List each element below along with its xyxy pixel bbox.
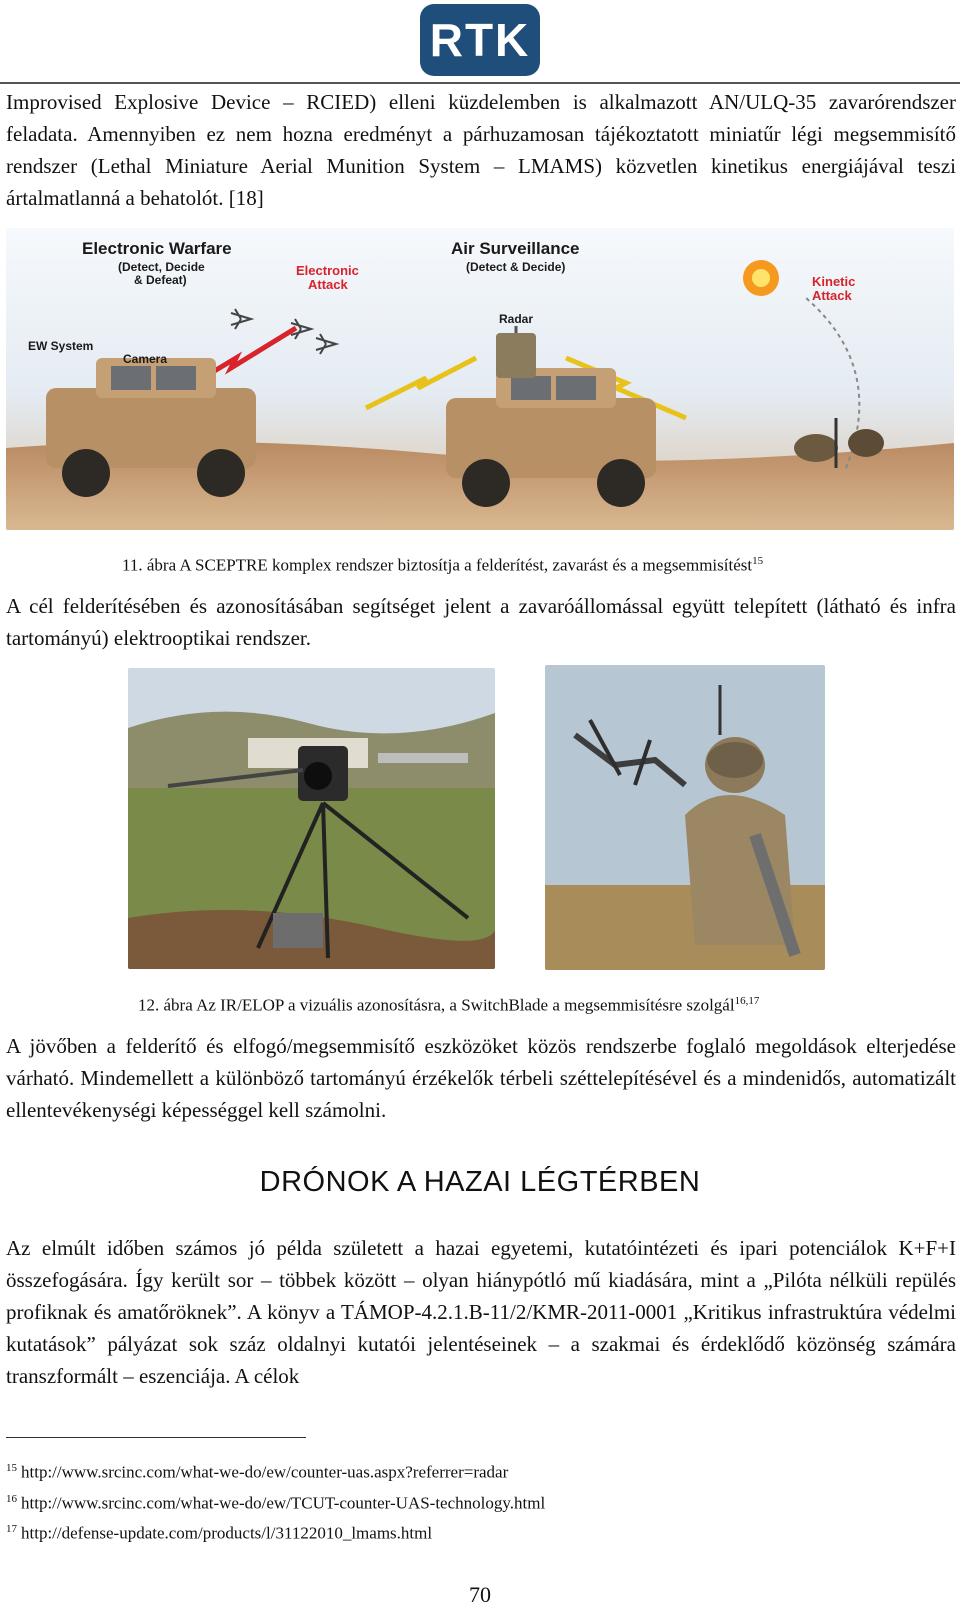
label-camera: Camera [123,352,168,366]
label-electronic-attack-1: Electronic [296,263,359,278]
paragraph-2: A cél felderítésében és azonosításában segítséget jelent a zavaróállomással együtt telepített (látható és infra tartományú) elektrooptikai rendszer. [6,594,956,650]
label-kinetic-attack-1: Kinetic [812,274,856,289]
figure-12-caption-ref: 16,17 [734,995,760,1007]
paragraph-1: Improvised Explosive Device – RCIED) elleni küzdelemben is alkalmazott AN/ULQ-35 zavarórendszer feladata. Amennyiben ez nem hozna eredményt a párhuzamosan tájékoztatott miniatűr légi megsemmisítő rendszer (Lethal Miniature Aerial Munition System – LMAMS) közvetlen kinetikus energiájával teszi ártalmatlanná a behatolót. [18] [6,90,956,210]
footnote-17-number: 17 [6,1523,17,1536]
logo-text: RTK [429,14,531,66]
footnotes-list [6,1455,545,1547]
figure-12-irelop-svg [128,668,495,969]
footnote-15 [6,1455,545,1486]
footnote-16-number: 16 [6,1492,17,1505]
label-kinetic-attack-2: Attack [812,288,852,303]
section-heading: DRÓNOK A HAZAI LÉGTÉRBEN [259,1166,701,1198]
label-ew-title: Electronic Warfare [82,239,232,258]
footnote-17-link[interactable]: http://defense-update.com/products/l/31122010_lmams.html [21,1523,433,1543]
footnote-16 [6,1486,545,1517]
label-air-title: Air Surveillance [451,239,580,258]
figure-11-caption [122,550,763,577]
figure-12-caption [138,990,759,1017]
page-number: 70 [469,1582,491,1607]
footnote-15-link[interactable]: http://www.srcinc.com/what-we-do/ew/counter-uas.aspx?referrer=radar [21,1462,509,1482]
label-ew-sub2: & Defeat) [134,273,187,287]
label-ew-system: EW System [28,339,94,353]
header-rule [0,82,960,84]
rtk-logo [420,4,540,76]
footnote-15-number: 15 [6,1462,17,1474]
figure-11-caption-text: 11. ábra A SCEPTRE komplex rendszer biztosítja a felderítést, zavarást és a megsemmisítést [122,555,753,575]
label-radar: Radar [499,312,534,326]
figure-11-caption-ref: 15 [752,555,764,567]
label-ew-sub1: (Detect, Decide [118,260,205,274]
footnote-rule [6,1437,306,1438]
figure-12-switchblade-svg [545,665,825,970]
footnote-17 [6,1516,545,1547]
figure-11-svg [6,228,954,530]
figure-12-switchblade-image [545,665,825,970]
paragraph-4: Az elmúlt időben számos jó példa született a hazai egyetemi, kutatóintézeti és ipari potenciálok K+F+I összefogására. Így került sor – többek között – olyan hiánypótló mű kiadására, mint a „Pilóta nélküli repülés profiknak és amatőröknek”. A könyv a TÁMOP-4.2.1.B-11/2/KMR-2011-0001 „Kritikus infrastruktúra védelmi kutatások” pályázat sok száz oldalnyi kutatói jelentéseinek – a szakmai és érdeklődő közönség számára transzformált – eszenciája. A célok [6,1236,956,1388]
footnote-16-link[interactable]: http://www.srcinc.com/what-we-do/ew/TCUT-counter-UAS-technology.html [21,1493,546,1513]
label-air-sub: (Detect & Decide) [466,260,566,274]
figure-12-irelop-image [128,668,495,969]
paragraph-3: A jövőben a felderítő és elfogó/megsemmisítő eszközöket közös rendszerbe foglaló megoldások elterjedése várható. Mindemellett a különböző tartományú érzékelők térbeli széttelepítésével és a mindenidős, automatizált ellentevékenységi képességgel kell számolni. [6,1034,956,1122]
label-electronic-attack-2: Attack [308,277,348,292]
figure-12-caption-text: 12. ábra Az IR/ELOP a vizuális azonosításra, a SwitchBlade a megsemmisítésre szolgál [138,995,735,1015]
figure-11-sceptre-image [6,228,954,530]
